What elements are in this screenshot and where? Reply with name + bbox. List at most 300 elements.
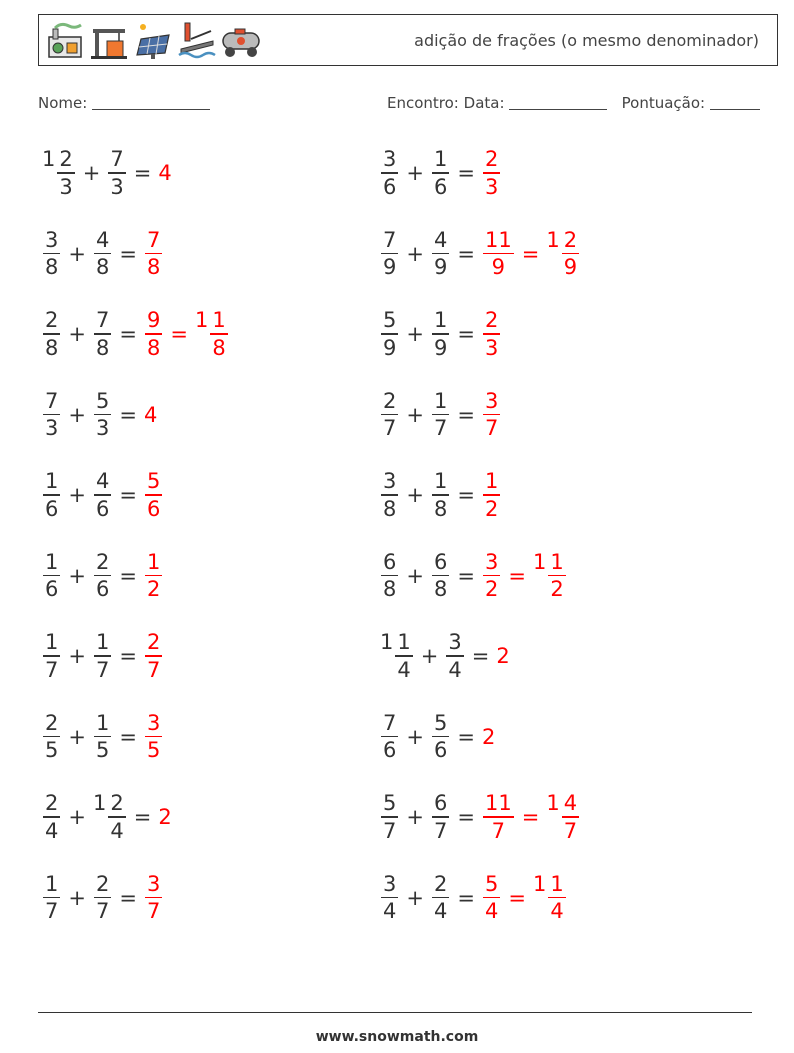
numerator: 5 [433,710,448,735]
plus-sign: + [68,724,86,749]
denominator: 9 [563,255,578,280]
fraction-bar [43,575,60,577]
numerator: 3 [146,871,161,896]
answer [144,469,163,521]
fraction-bar [145,575,162,577]
fraction [548,550,565,602]
answer [482,791,580,843]
numerator: 4 [95,469,110,494]
mixed-number [546,791,580,843]
denominator: 6 [95,577,110,602]
numerator: 5 [383,308,397,333]
denominator: 6 [433,174,448,199]
mixed-number [380,872,399,924]
mixed-number [482,389,501,441]
name-field [38,94,210,112]
problem-1 [42,138,173,208]
fraction-bar [432,494,449,496]
mixed-number [42,550,61,602]
denominator: 7 [484,416,499,441]
answer [482,872,567,924]
fraction-bar [43,655,60,657]
whole-part: 4 [158,161,172,185]
denominator: 8 [146,255,161,280]
fraction-bar [43,494,60,496]
fraction-bar [432,816,449,818]
fraction-bar [94,414,111,416]
denominator: 4 [448,657,462,682]
mixed-number [533,550,567,602]
meeting-label: Encontro: [387,94,459,112]
fraction [43,630,60,682]
oil-rig-icon [177,21,217,61]
answer [482,725,496,749]
fraction [210,308,227,360]
fraction-bar [432,172,449,174]
fraction-bar [43,333,60,335]
fraction-bar [483,172,500,174]
numerator: 7 [110,147,124,172]
fraction-bar [145,333,162,335]
whole-part: 2 [158,805,172,829]
mixed-number [144,630,163,682]
fraction-bar [381,253,398,255]
plus-sign: + [68,241,86,266]
mixed-number [380,469,399,521]
fraction [381,147,398,199]
fraction-bar [483,414,500,416]
mixed-number [93,872,112,924]
factory-icon [45,21,85,61]
date-blank[interactable] [509,95,607,110]
numerator: 2 [45,308,59,333]
numerator: 4 [563,791,578,816]
mixed-number [431,550,450,602]
mixed-number [431,872,450,924]
problem-20 [380,863,567,933]
numerator: 5 [95,388,110,413]
numerator: 2 [45,791,59,816]
equals-sign: = [457,724,475,749]
numerator: 2 [59,147,73,172]
denominator: 5 [146,738,161,763]
fraction-bar [432,575,449,577]
denominator: 8 [45,335,59,360]
equals-sign: = [457,885,475,910]
fraction-bar [483,816,514,818]
answer [144,711,163,763]
whole-part: 2 [481,724,496,749]
denominator: 6 [95,496,110,521]
equals-sign: = [119,563,137,588]
numerator: 1 [45,871,59,896]
fraction-bar [94,575,111,577]
fraction [381,791,398,843]
plus-sign: + [406,563,424,588]
fraction [483,872,500,924]
problem-17 [42,782,173,852]
fraction [483,389,500,441]
fraction-bar [145,736,162,738]
denominator: 7 [383,818,397,843]
equals-sign: = [457,241,475,266]
answer [144,308,229,360]
whole-part: 1 [92,791,107,816]
answer [482,147,501,199]
fraction-bar [94,333,111,335]
footer-divider [38,1012,752,1013]
fraction-bar [43,253,60,255]
problem-18 [380,782,580,852]
name-label: Nome: [38,94,88,112]
denominator: 7 [95,899,110,924]
mixed-number [93,469,112,521]
mixed-number [380,228,399,280]
mixed-number [431,147,450,199]
fraction-bar [432,736,449,738]
worksheet-title: adição de frações (o mesmo denominador) [414,31,759,50]
denominator: 5 [95,738,110,763]
problem-9 [42,460,163,530]
equals-sign: = [119,644,137,668]
fraction-bar [381,494,398,496]
answer [482,228,580,280]
numerator: 7 [146,227,161,252]
equals-sign: = [119,322,137,346]
numerator: 7 [383,227,397,252]
mixed-number [93,550,112,602]
fraction-bar [381,333,398,335]
denominator: 6 [383,738,397,763]
fraction [381,469,398,521]
mixed-number [42,389,61,441]
fraction [145,872,162,924]
numerator: 7 [95,308,110,333]
fraction [57,147,74,199]
equals-sign: = [457,402,475,427]
denominator: 2 [146,577,161,602]
fraction [145,630,162,682]
fraction-bar [381,736,398,738]
plus-sign: + [406,402,424,427]
numerator: 6 [383,549,397,574]
problem-16 [380,702,496,772]
denominator: 7 [563,818,578,843]
fraction-bar [432,897,449,899]
fraction [483,469,500,521]
fraction-bar [381,575,398,577]
numerator: 5 [383,791,397,816]
mixed-number [431,711,450,763]
denominator: 9 [383,255,397,280]
mixed-number [431,469,450,521]
fraction-bar [145,897,162,899]
mixed-number [42,872,61,924]
mixed-number [144,228,163,280]
denominator: 2 [484,577,499,602]
numerator: 1 [433,388,448,413]
fraction [562,791,579,843]
denominator: 2 [484,496,499,521]
numerator: 3 [383,469,397,494]
mixed-number [482,725,496,749]
whole-part: 1 [532,871,547,896]
fraction-bar [483,897,500,899]
equals-sign: = [133,805,152,829]
numerator: 1 [45,469,59,494]
fraction [446,630,463,682]
mixed-number [42,228,61,280]
fraction-bar [210,333,227,335]
problem-8 [380,380,501,450]
fraction [381,872,398,924]
plus-sign: + [406,483,424,507]
numerator: 1 [550,549,564,574]
fraction [145,308,162,360]
answer [144,550,163,602]
plus-sign: + [406,724,424,749]
problem-14 [380,621,511,691]
header-icons [45,21,261,61]
numerator: 11 [484,227,512,252]
answer [496,644,510,668]
denominator: 3 [95,416,110,441]
fraction [43,308,60,360]
answer [144,872,163,924]
answer [144,228,163,280]
numerator: 4 [433,227,448,252]
plus-sign: + [420,644,439,668]
mixed-number [380,389,399,441]
mixed-number [482,872,501,924]
mixed-number [533,872,567,924]
denominator: 4 [110,818,124,843]
equals-sign: = [170,322,188,346]
mixed-number [482,469,501,521]
whole-part: 1 [380,630,394,655]
plus-sign: + [68,322,86,346]
numerator: 1 [433,147,448,172]
fraction-bar [94,736,111,738]
fraction-bar [381,816,398,818]
mixed-number [93,308,112,360]
denominator: 9 [433,255,448,280]
numerator: 1 [45,549,59,574]
equals-sign: = [119,402,137,427]
fraction-bar [446,655,463,657]
equals-sign: = [133,161,152,185]
mixed-number [42,147,76,199]
score-blank[interactable] [710,95,760,110]
fraction [483,228,514,280]
crane-icon [89,21,129,61]
plus-sign: + [68,563,86,588]
tank-truck-icon [221,21,261,61]
mixed-number [158,805,172,829]
fraction [94,711,111,763]
numerator: 1 [95,710,110,735]
fraction [548,872,565,924]
numerator: 1 [433,308,448,333]
answer [482,469,501,521]
mixed-number [93,711,112,763]
fraction-bar [108,816,125,818]
fraction [43,389,60,441]
fraction [432,791,449,843]
denominator: 6 [433,738,448,763]
problem-13 [42,621,163,691]
fraction-bar [145,655,162,657]
fraction [43,550,60,602]
fraction-bar [432,333,449,335]
numerator: 2 [563,227,578,252]
numerator: 3 [484,549,499,574]
fraction [94,872,111,924]
denominator: 8 [212,335,226,360]
fraction [432,389,449,441]
fraction [94,228,111,280]
denominator: 4 [383,899,397,924]
fraction [483,147,500,199]
solar-panel-icon [133,21,173,61]
denominator: 7 [433,818,448,843]
numerator: 2 [95,871,110,896]
mixed-number [482,147,501,199]
numerator: 6 [433,791,448,816]
problem-6 [380,299,501,369]
problem-12 [380,541,567,611]
answer [158,805,172,829]
numerator: 6 [433,549,448,574]
numerator: 1 [550,871,564,896]
answer [144,403,158,427]
problem-10 [380,460,501,530]
fraction [432,147,449,199]
numerator: 2 [110,791,124,816]
mixed-number [144,872,163,924]
fraction [432,469,449,521]
problem-2 [380,138,501,208]
numerator: 3 [383,871,397,896]
denominator: 3 [484,335,499,360]
mixed-number [482,791,515,843]
numerator: 7 [383,710,397,735]
date-label: Data: [463,94,505,112]
numerator: 11 [484,791,512,816]
mixed-number [431,228,450,280]
problem-5 [42,299,229,369]
fraction-bar [432,414,449,416]
mixed-number [42,630,61,682]
problem-15 [42,702,163,772]
mixed-number [42,711,61,763]
fraction-bar [145,253,162,255]
numerator: 1 [146,549,161,574]
denominator: 8 [95,255,110,280]
name-blank[interactable] [92,95,210,110]
fraction-bar [94,494,111,496]
numerator: 3 [448,630,462,655]
plus-sign: + [68,402,86,427]
numerator: 1 [212,308,226,333]
fraction-bar [145,494,162,496]
mixed-number [431,791,450,843]
fraction [145,469,162,521]
mixed-number [144,711,163,763]
denominator: 4 [484,899,499,924]
fraction-bar [381,172,398,174]
mixed-number [144,550,163,602]
fraction [43,228,60,280]
fraction [94,389,111,441]
fraction-bar [108,172,125,174]
equals-sign: = [508,563,526,588]
fraction [432,308,449,360]
plus-sign: + [82,161,101,185]
whole-part: 4 [143,402,158,427]
fraction [108,791,125,843]
problem-3 [42,219,163,289]
mixed-number [42,308,61,360]
denominator: 6 [45,577,59,602]
denominator: 9 [491,255,506,280]
fraction [43,872,60,924]
fraction-bar [94,655,111,657]
plus-sign: + [406,805,424,829]
mixed-number [431,308,450,360]
fraction [381,711,398,763]
problem-4 [380,219,580,289]
equals-sign: = [119,241,137,266]
fraction [43,711,60,763]
denominator: 7 [146,657,161,682]
equals-sign: = [457,322,475,346]
numerator: 3 [484,388,499,413]
denominator: 3 [59,174,73,199]
denominator: 7 [433,416,448,441]
denominator: 5 [45,738,59,763]
numerator: 9 [146,308,161,333]
fraction [483,308,500,360]
fraction [94,469,111,521]
denominator: 2 [550,577,564,602]
fraction-bar [548,897,565,899]
numerator: 2 [45,710,59,735]
plus-sign: + [406,241,424,266]
denominator: 6 [146,496,161,521]
problem-7 [42,380,158,450]
fraction-bar [562,816,579,818]
equals-sign: = [119,885,137,910]
plus-sign: + [68,644,86,668]
numerator: 2 [484,308,499,333]
fraction [381,228,398,280]
whole-part: 1 [42,147,56,172]
mixed-number [93,630,112,682]
numerator: 3 [146,710,161,735]
denominator: 6 [45,496,59,521]
numerator: 1 [433,469,448,494]
denominator: 8 [45,255,59,280]
fraction [432,872,449,924]
fraction-bar [94,253,111,255]
numerator: 1 [484,469,499,494]
fraction [562,228,579,280]
fraction [94,308,111,360]
mixed-number [93,389,112,441]
numerator: 2 [383,388,397,413]
whole-part: 1 [546,227,560,252]
